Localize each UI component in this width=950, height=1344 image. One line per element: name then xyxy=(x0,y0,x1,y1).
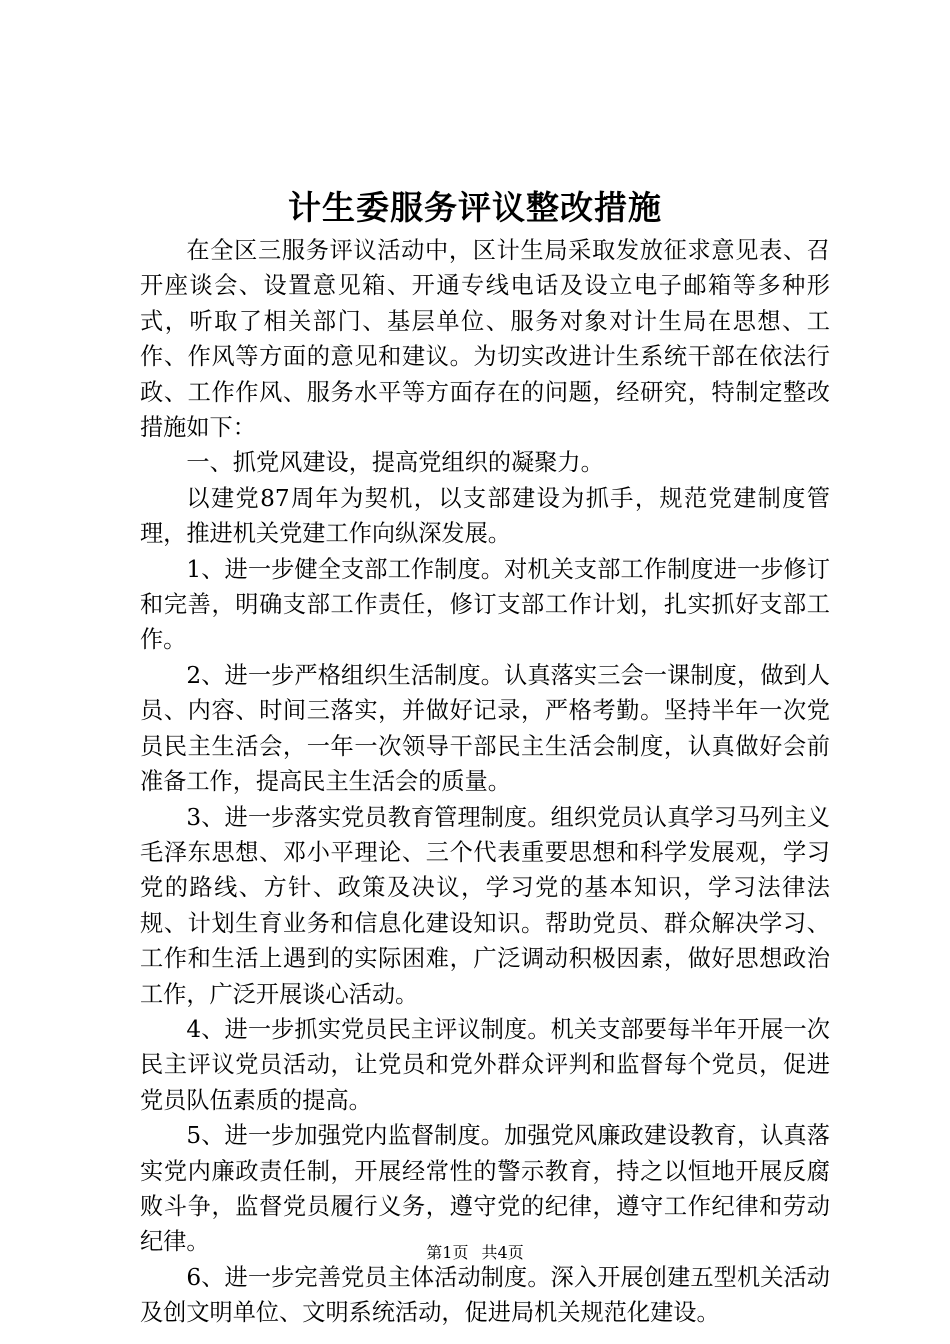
paragraph-section-summary: 以建党87周年为契机，以支部建设为抓手，规范党建制度管理，推进机关党建工作向纵深发展。 xyxy=(140,484,830,548)
paragraph-section-heading: 一、抓党风建设，提高党组织的凝聚力。 xyxy=(186,449,604,477)
document-title: 计生委服务评议整改措施 xyxy=(288,188,662,227)
paragraph-item-2: 2、进一步严格组织生活制度。认真落实三会一课制度，做到人员、内容、时间三落实，并做好记录，严格考勤。坚持半年一次党员民主生活会，一年一次领导干部民主生活会制度，认真做好会前准备工作，提高民主生活会的质量。 xyxy=(140,661,830,796)
paragraph-item-4: 4、进一步抓实党员民主评议制度。机关支部要每半年开展一次民主评议党员活动，让党员和党外群众评判和监督每个党员，促进党员队伍素质的提高。 xyxy=(140,1015,830,1114)
document-body xyxy=(140,233,830,1331)
paragraph-item-1: 1、进一步健全支部工作制度。对机关支部工作制度进一步修订和完善，明确支部工作责任，修订支部工作计划，扎实抓好支部工作。 xyxy=(140,555,830,654)
page-total: 共4页 xyxy=(481,1243,524,1262)
paragraph-intro: 在全区三服务评议活动中，区计生局采取发放征求意见表、召开座谈会、设置意见箱、开通专线电话及设立电子邮箱等多种形式，听取了相关部门、基层单位、服务对象对计生局在思想、工作、作风等方面的意见和建议。为切实改进计生系统干部在依法行政、工作作风、服务水平等方面存在的问题，经研究，特制定整改措施如下： xyxy=(140,237,830,442)
paragraph-item-5: 5、进一步加强党内监督制度。加强党风廉政建设教育，认真落实党内廉政责任制，开展经常性的警示教育，持之以恒地开展反腐败斗争，监督党员履行义务，遵守党的纪律，遵守工作纪律和劳动纪律。 xyxy=(140,1122,830,1256)
paragraph-item-6: 6、进一步完善党员主体活动制度。深入开展创建五型机关活动及创文明单位、文明系统活动，促进局机关规范化建设。 xyxy=(140,1263,830,1327)
page-number: 第1页 xyxy=(426,1243,469,1262)
page-footer xyxy=(0,1243,950,1263)
paragraph-item-3: 3、进一步落实党员教育管理制度。组织党员认真学习马列主义毛泽东思想、邓小平理论、三个代表重要思想和科学发展观，学习党的路线、方针、政策及决议，学习党的基本知识，学习法律法规、计划生育业务和信息化建设知识。帮助党员、群众解决学习、工作和生活上遇到的实际困难，广泛调动积极因素，做好思想政治工作，广泛开展谈心活动。 xyxy=(140,803,830,1008)
